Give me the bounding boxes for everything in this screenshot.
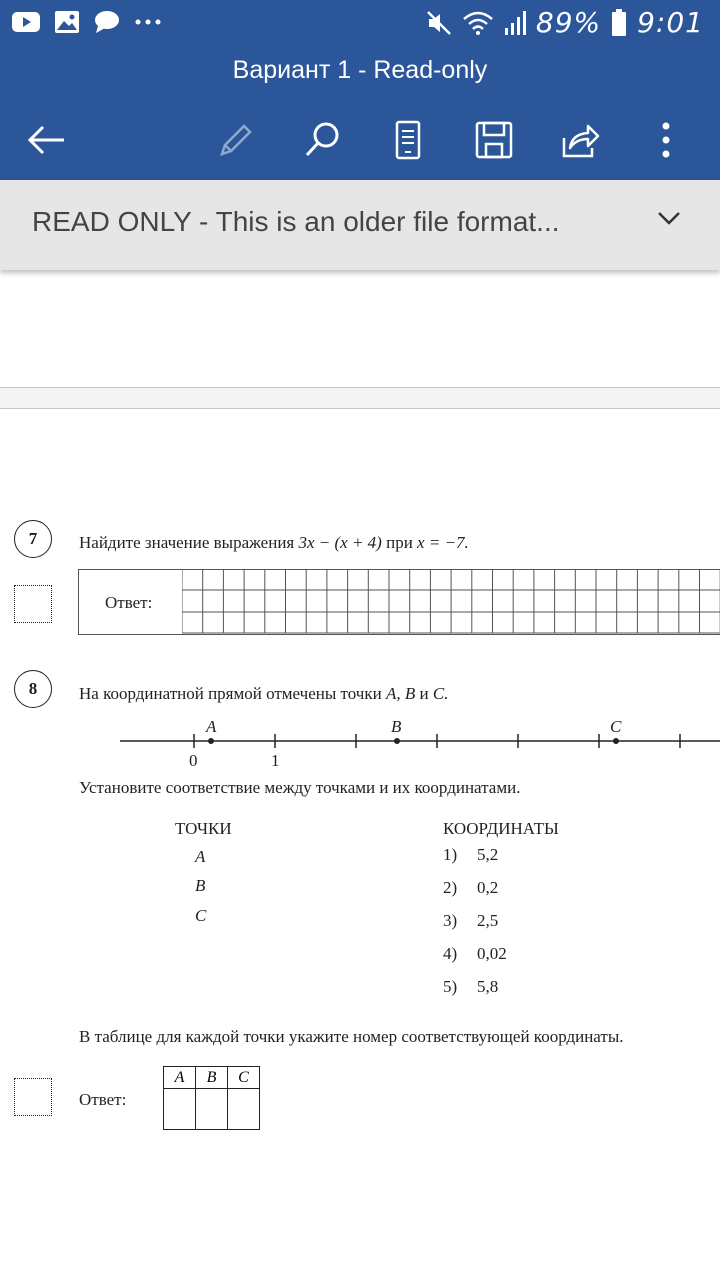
answer-table-header-a: A [164,1067,196,1089]
point-b: B [195,876,206,895]
option-5-number: 5) [443,977,458,996]
q7-expression: 3x − (x + 4) [298,533,382,552]
answer-cell-b[interactable] [196,1089,228,1130]
page-separator [0,387,720,409]
save-icon [474,120,514,160]
share-button[interactable] [552,112,608,168]
question-7-text [79,533,469,553]
q8-last-point: C. [432,684,449,703]
option-4-value: 0,02 [477,944,507,963]
share-icon [560,120,600,160]
option-5-value: 5,8 [477,977,499,996]
point-a-label: A [206,717,217,736]
q7-condition: x = −7. [417,533,469,552]
number-line [0,710,720,772]
search-icon [302,120,342,160]
answer-cell-a[interactable] [164,1089,196,1130]
banner-message: READ ONLY - This is an older file format... [32,206,560,237]
answer-table-header-c: C [228,1067,260,1089]
more-options-button[interactable] [638,112,694,168]
clock: 9:01 [637,6,704,39]
edit-pencil-icon [216,120,256,160]
question-8-table-instruction: В таблице для каждой точки укажите номер соответствующей координаты. [79,1027,624,1046]
option-3-value: 2,5 [477,911,499,930]
tick-label-0: 0 [189,751,198,770]
more-notifications-icon [134,17,162,27]
option-2-value: 0,2 [477,878,499,897]
point-c-dot [613,738,619,744]
point-c: C [195,906,207,925]
point-b-dot [394,738,400,744]
chevron-down-icon[interactable] [656,210,682,226]
option-4-number: 4) [443,944,458,963]
mobile-view-button[interactable] [380,112,436,168]
question-8-number: 8 [14,670,52,708]
point-c-label: C [610,717,622,736]
tick-label-1: 1 [271,751,280,770]
q7-prefix: Найдите значение выражения [79,533,299,552]
document-title: Вариант 1 - Read-only [232,56,488,84]
question-8-instruction: Установите соответствие между точками и их координатами. [79,778,521,797]
more-icon [660,120,672,160]
question-7-answer-label: Ответ: [105,593,153,612]
back-button[interactable] [18,112,74,168]
point-b-label: B [391,717,402,736]
point-a: A [195,847,206,866]
search-button[interactable] [294,112,350,168]
battery-percent: 89% [535,6,602,39]
back-arrow-icon [26,124,66,156]
question-8-score-box [14,1078,52,1116]
question-7-score-box [14,585,52,623]
image-icon [54,10,80,34]
mute-icon [426,10,452,36]
answer-cell-c[interactable] [228,1089,260,1130]
battery-icon [611,9,627,37]
question-8-answer-label: Ответ: [79,1090,127,1109]
coordinates-column-header: КООРДИНАТЫ [443,819,559,838]
read-only-banner[interactable] [0,180,720,270]
question-7-number: 7 [14,520,52,558]
mobile-view-icon [393,120,423,160]
q8-and: и [415,684,433,703]
option-2-number: 2) [443,878,458,897]
youtube-icon [12,11,40,33]
chat-icon [94,10,120,34]
signal-icon [504,10,526,36]
q8-points: A, B [385,684,416,703]
status-bar [0,0,720,50]
question-8-text [79,684,448,704]
option-1-number: 1) [443,845,458,864]
option-3-number: 3) [443,911,458,930]
option-1-value: 5,2 [477,845,499,864]
answer-table-header-b: B [196,1067,228,1089]
q7-mid: при [381,533,418,552]
wifi-icon [462,10,494,36]
q8-prefix: На координатной прямой отмечены точки [79,684,386,703]
save-button[interactable] [466,112,522,168]
answer-table [163,1066,260,1130]
app-bar [0,50,720,180]
point-a-dot [208,738,214,744]
edit-button[interactable] [208,112,264,168]
answer-grid[interactable] [182,569,720,634]
points-column-header: ТОЧКИ [175,819,232,838]
